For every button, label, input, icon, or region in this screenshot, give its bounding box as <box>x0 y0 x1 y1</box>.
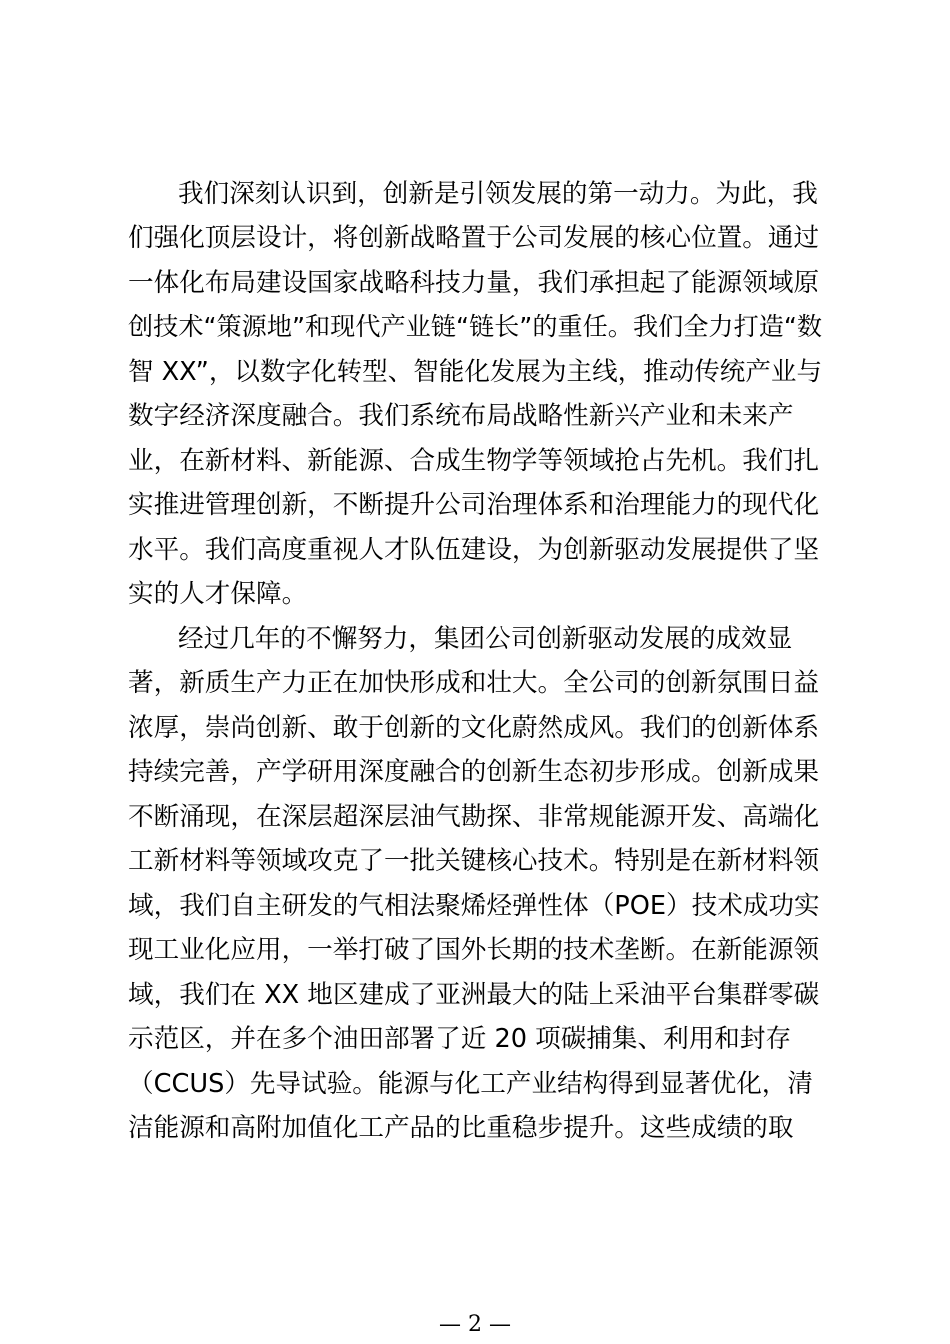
paragraph-line: 们强化顶层设计，将创新战略置于公司发展的核心位置。通过 <box>128 223 820 253</box>
paragraph-line: 浓厚，崇尚创新、敢于创新的文化蔚然成风。我们的创新体系 <box>128 713 820 743</box>
paragraph-line: 实推进管理创新，不断提升公司治理体系和治理能力的现代化 <box>128 490 820 520</box>
paragraph-line: 业，在新材料、新能源、合成生物学等领域抢占先机。我们扎 <box>128 446 820 476</box>
paragraph-line: 洁能源和高附加值化工产品的比重稳步提升。这些成绩的取 <box>128 1113 794 1143</box>
paragraph-line: 实的人才保障。 <box>128 579 308 609</box>
paragraph-line: 水平。我们高度重视人才队伍建设，为创新驱动发展提供了坚 <box>128 535 820 565</box>
paragraph-line: 不断涌现，在深层超深层油气勘探、非常规能源开发、高端化 <box>128 802 820 832</box>
paragraph-line: 著，新质生产力正在加快形成和壮大。全公司的创新氛围日益 <box>128 668 820 698</box>
paragraph-line: 我们深刻认识到，创新是引领发展的第一动力。为此，我 <box>178 179 818 209</box>
paragraph-line: 数字经济深度融合。我们系统布局战略性新兴产业和未来产 <box>128 401 794 431</box>
paragraph-line: 域，我们自主研发的气相法聚烯烃弹性体（POE）技术成功实 <box>128 891 820 921</box>
paragraph-line: 一体化布局建设国家战略科技力量，我们承担起了能源领域原 <box>128 268 820 298</box>
paragraph-line: 创技术“策源地”和现代产业链“链长”的重任。我们全力打造“数 <box>128 312 823 341</box>
paragraph-line: 工新材料等领域攻克了一批关键核心技术。特别是在新材料领 <box>128 846 820 876</box>
paragraph-line: 现工业化应用，一举打破了国外长期的技术垄断。在新能源领 <box>128 935 820 965</box>
paragraph-line: 示范区，并在多个油田部署了近 20 项碳捕集、利用和封存 <box>128 1024 792 1054</box>
paragraph-line: 经过几年的不懈努力，集团公司创新驱动发展的成效显 <box>178 624 793 654</box>
paragraph-line: （CCUS）先导试验。能源与化工产业结构得到显著优化，清 <box>128 1069 813 1099</box>
paragraph-line: 域，我们在 XX 地区建成了亚洲最大的陆上采油平台集群零碳 <box>128 980 820 1010</box>
page-number: — 2 — <box>439 1312 511 1337</box>
paragraph-line: 智 XX”，以数字化转型、智能化发展为主线，推动传统产业与 <box>128 357 822 387</box>
paragraph-line: 持续完善，产学研用深度融合的创新生态初步形成。创新成果 <box>128 757 820 787</box>
